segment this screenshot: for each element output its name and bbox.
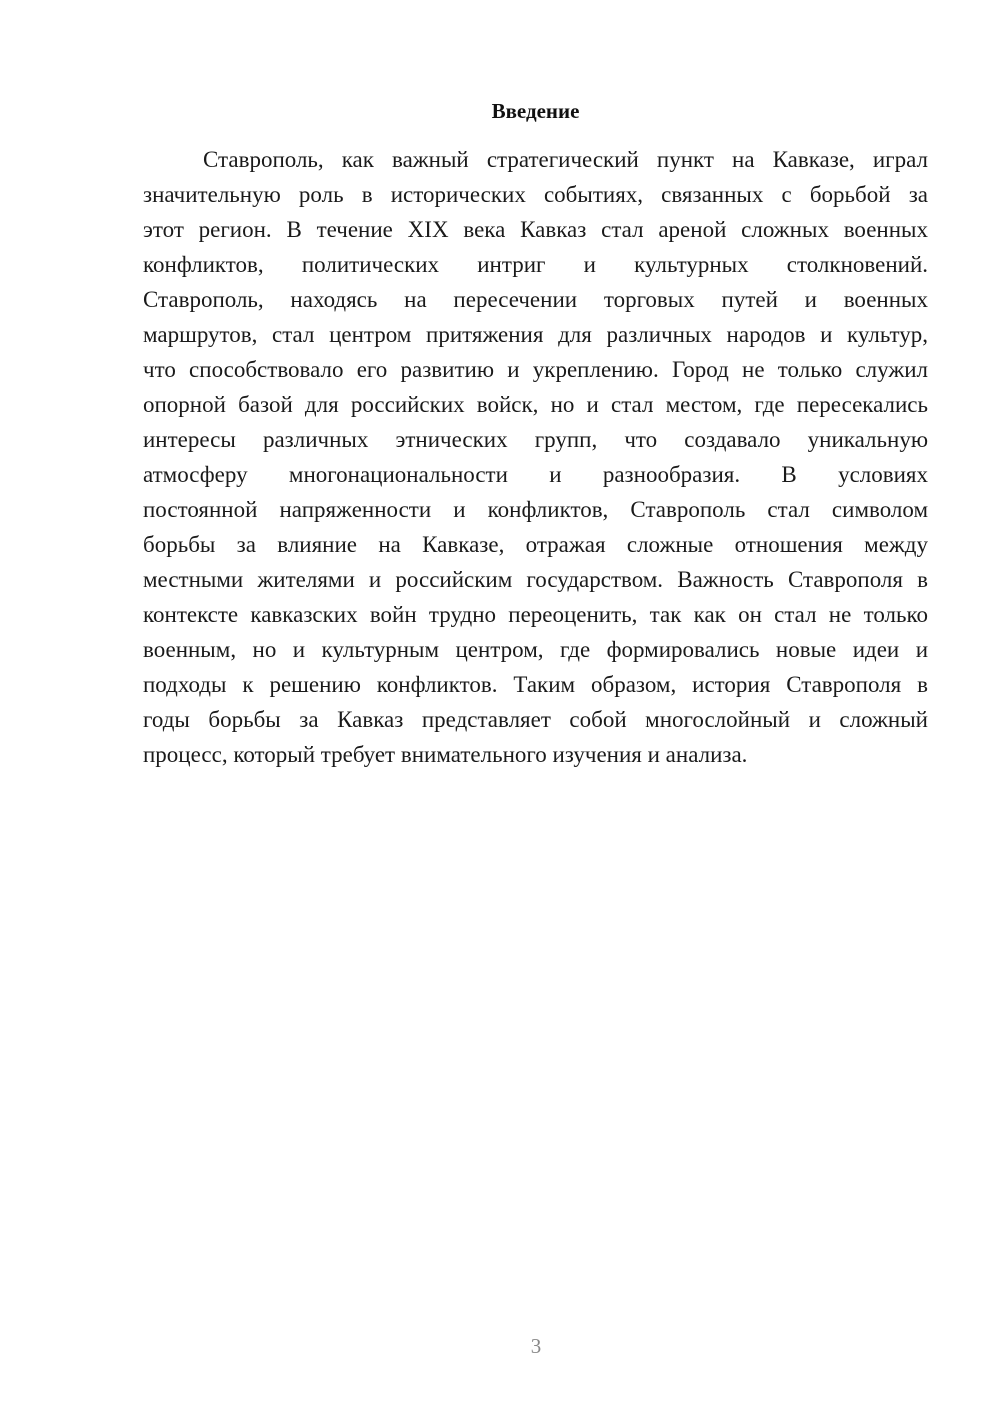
paragraph-line: годы борьбы за Кавказ представляет собой многослойный и сложный xyxy=(143,707,928,732)
paragraph-line: маршрутов, стал центром притяжения для различных народов и культур, xyxy=(143,322,928,347)
paragraph-line: опорной базой для российских войск, но и стал местом, где пересекались xyxy=(143,392,928,417)
paragraph-line: контексте кавказских войн трудно переоценить, так как он стал не только xyxy=(143,602,928,627)
paragraph-line: Ставрополь, как важный стратегический пункт на Кавказе, играл xyxy=(203,147,928,172)
paragraph-line: интересы различных этнических групп, что создавало уникальную xyxy=(143,427,928,452)
paragraph-line: местными жителями и российским государством. Важность Ставрополя в xyxy=(143,567,928,592)
paragraph-line: этот регион. В течение XIX века Кавказ стал ареной сложных военных xyxy=(143,217,928,242)
body-paragraph xyxy=(143,142,928,772)
paragraph-line: что способствовало его развитию и укреплению. Город не только служил xyxy=(143,357,928,382)
paragraph-line: военным, но и культурным центром, где формировались новые идеи и xyxy=(143,637,928,662)
paragraph-line: атмосферу многонациональности и разнообразия. В условиях xyxy=(143,462,928,487)
page-number: 3 xyxy=(530,1334,542,1358)
paragraph-line: Ставрополь, находясь на пересечении торговых путей и военных xyxy=(143,287,928,312)
paragraph-line: постоянной напряженности и конфликтов, Ставрополь стал символом xyxy=(143,497,928,522)
paragraph-line: подходы к решению конфликтов. Таким образом, история Ставрополя в xyxy=(143,672,928,697)
paragraph-line: борьбы за влияние на Кавказе, отражая сложные отношения между xyxy=(143,532,928,557)
paragraph-line: процесс, который требует внимательного изучения и анализа. xyxy=(143,742,748,767)
paragraph-line: конфликтов, политических интриг и культурных столкновений. xyxy=(143,252,928,277)
paragraph-line: значительную роль в исторических событиях, связанных с борьбой за xyxy=(143,182,928,207)
section-heading: Введение xyxy=(491,99,580,123)
